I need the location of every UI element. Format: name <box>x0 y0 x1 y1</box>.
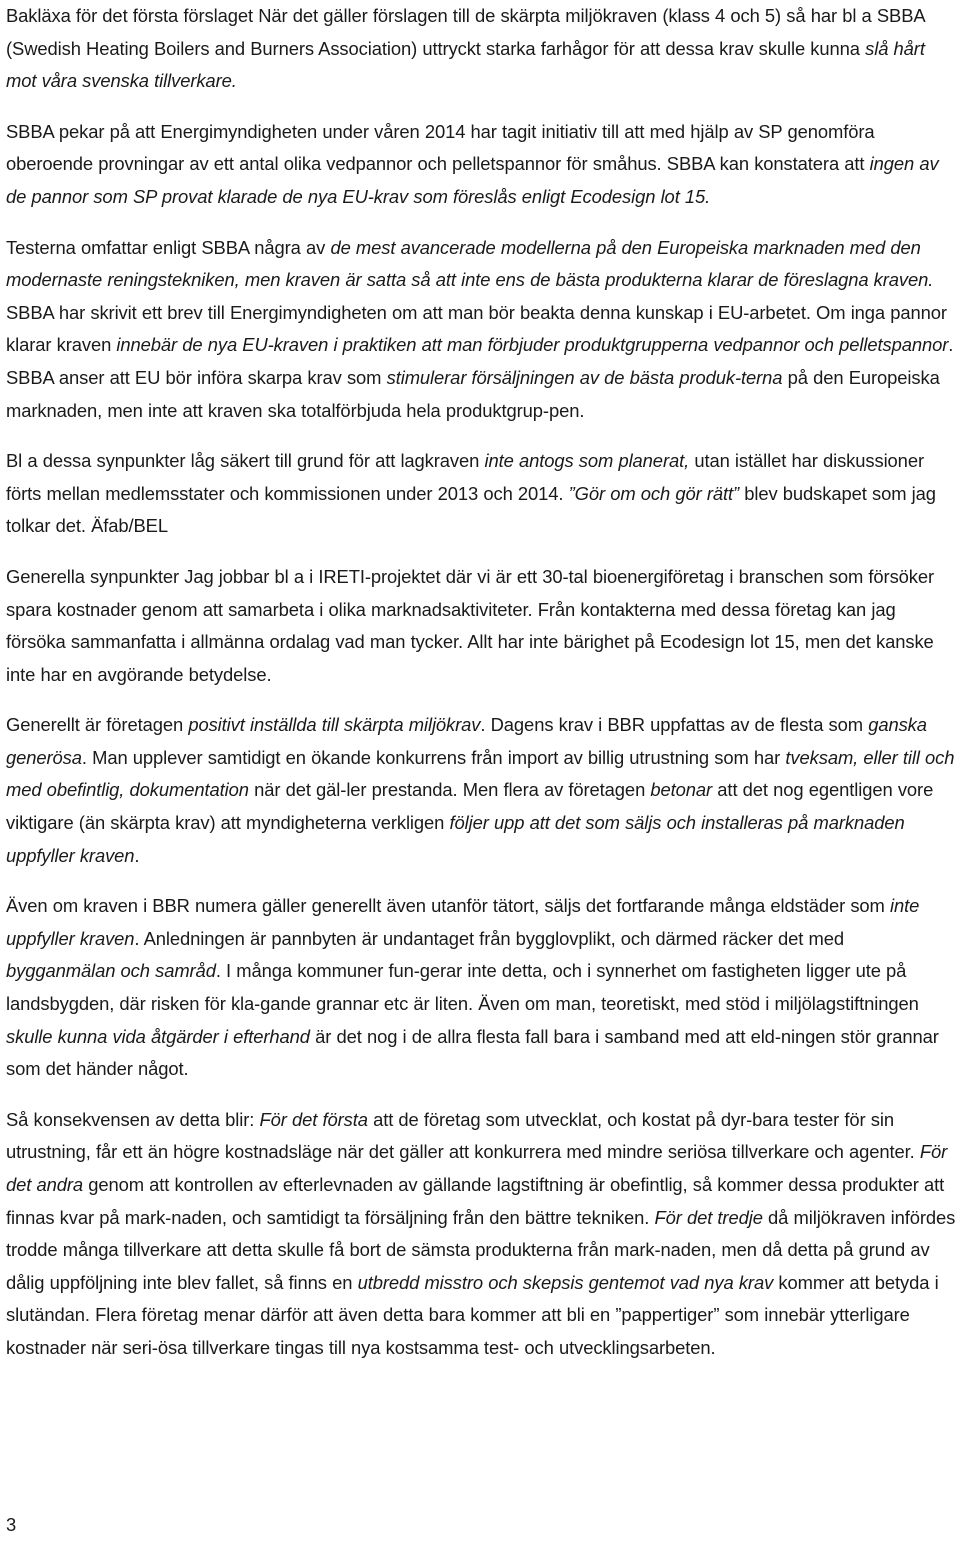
paragraph <box>6 561 956 691</box>
page-number: 3 <box>6 1514 17 1535</box>
italic-text-run: inte antogs som planerat, <box>484 450 690 472</box>
text-run: Bl a dessa synpunkter låg säkert till grund för att lagkraven <box>6 450 485 472</box>
text-run: blev budskapet som jag tolkar det. Äfab/BEL <box>6 482 936 537</box>
text-run: är det nog i de allra flesta fall bara i samband med att eld-ningen stör grannar som det händer något. <box>6 1025 939 1080</box>
italic-text-run: bygganmälan och samråd <box>6 960 216 982</box>
text-run: SBBA har skrivit ett brev till Energimyndigheten om att man bör beakta denna kunskap i EU-arbetet. Om inga pannor klarar kraven <box>6 301 947 356</box>
text-run: . <box>134 844 140 866</box>
paragraph <box>6 890 956 1086</box>
italic-text-run: ganska generösa <box>6 714 927 768</box>
paragraph <box>6 116 956 214</box>
italic-text-run: de mest avancerade modellerna på den Europeiska marknaden med den modernaste reningstekniken, men kraven är satta så att inte ens de bästa produkterna klarar de föreslagna kraven. <box>6 236 934 291</box>
text-run: Så konsekvensen av detta blir: <box>6 1108 260 1130</box>
text-run: Generella synpunkter Jag jobbar bl a i IRETI-projektet där vi är ett 30-tal bioenergiföretag i branschen som försöker spara kostnader genom att samarbeta i olika marknadsaktiviteter. Från kontakterna med dessa företag kan jag försöka sammanfatta i allmänna ordalag vad man tycker. Allt har inte bärighet på Ecodesign lot 15, men det kanske inte har en avgörande betydelse. <box>6 565 935 685</box>
text-run: när det gäl-ler prestanda. Men flera av företagen <box>248 779 651 801</box>
italic-text-run: tveksam, eller till och med obefintlig, dokumentation <box>6 746 955 801</box>
paragraph <box>6 709 956 872</box>
paragraph <box>6 1104 956 1365</box>
italic-text-run: För det tredje <box>654 1206 763 1228</box>
document-page <box>6 0 956 1383</box>
text-run: Generellt är företagen <box>6 714 189 736</box>
text-run: på den Europeiska marknaden, men inte att kraven ska totalförbjuda hela produktgrup-pen. <box>6 366 940 421</box>
italic-text-run: positivt inställda till skärpta miljökrav <box>188 714 481 736</box>
italic-text-run: skulle kunna vida åtgärder i efterhand <box>6 1025 310 1047</box>
italic-text-run: För det andra <box>6 1141 948 1195</box>
text-run: då miljökraven infördes trodde många tillverkare att detta skulle få bort de sämsta produkterna från mark-naden, men då detta på grund av dålig uppföljning inte blev fallet, så finns en <box>6 1206 956 1293</box>
italic-text-run: utbredd misstro och skepsis gentemot vad nya krav <box>357 1271 774 1293</box>
paragraph <box>6 445 956 543</box>
italic-text-run: ”Gör om och gör rätt” <box>568 482 740 504</box>
italic-text-run: innebär de nya EU-kraven i praktiken att man förbjuder produktgrupperna vedpannor och pelletspannor <box>116 334 949 356</box>
text-run: kommer att betyda i slutändan. Flera företag menar därför att även detta bara kommer att bli en ”pappertiger” som innebär ytterligare kostnader när seri-ösa tillverkare tingas till nya kostsamma test- och utvecklingsarbeten. <box>6 1271 939 1358</box>
text-run: . Anledningen är pannbyten är undantaget från bygglovplikt, och därmed räcker det med <box>134 927 844 949</box>
text-run: utan istället har diskussioner förts mellan medlemsstater och kommissionen under 2013 och 2014. <box>6 450 924 504</box>
text-run: Bakläxa för det första förslaget När det gäller förslagen till de skärpta miljökraven (klass 4 och 5) så har bl a SBBA (Swedish Heating Boilers and Burners Association) uttryckt starka farhågor för att dessa krav skulle kunna <box>6 5 925 59</box>
text-run: . SBBA anser att EU bör införa skarpa krav som <box>6 334 954 388</box>
text-run: att de företag som utvecklat, och kostat på dyr-bara tester för sin utrustning, får ett än högre kostnadsläge när det gäller att konkurrera med mindre seriösa tillverkare och agenter. <box>6 1108 920 1163</box>
italic-text-run: följer upp att det som säljs och installeras på marknaden uppfyller kraven <box>6 812 905 866</box>
text-run: att det nog egentligen vore viktigare (än skärpta krav) att myndigheterna verkligen <box>6 779 934 834</box>
paragraph <box>6 232 956 428</box>
text-run: . Man upplever samtidigt en ökande konkurrens från import av billig utrustning som har <box>81 746 786 768</box>
paragraph <box>6 0 956 98</box>
italic-text-run: För det första <box>259 1108 368 1130</box>
italic-text-run: slå hårt mot våra svenska tillverkare. <box>6 37 925 92</box>
text-run: Även om kraven i BBR numera gäller generellt även utanför tätort, säljs det fortfarande många eldstäder som <box>6 895 890 917</box>
italic-text-run: betonar <box>650 779 713 801</box>
text-run: . I många kommuner fun-gerar inte detta, och i synnerhet om fastigheten ligger ute på landsbygden, där risken för kla-gande grannar etc är liten. Även om man, teoretiskt, med stöd i miljölagstiftningen <box>6 960 919 1015</box>
italic-text-run: inte uppfyller kraven <box>6 895 920 949</box>
text-run: SBBA pekar på att Energimyndigheten under våren 2014 har tagit initiativ till att med hjälp av SP genomföra oberoende provningar av ett antal olika vedpannor och pelletspannor för småhus. SBBA kan konstatera att <box>6 120 875 175</box>
text-run: . Dagens krav i BBR uppfattas av de flesta som <box>480 714 869 736</box>
italic-text-run: stimulerar försäljningen av de bästa produk-terna <box>386 366 783 388</box>
italic-text-run: ingen av de pannor som SP provat klarade de nya EU-krav som föreslås enligt Ecodesign lot 15. <box>6 153 939 207</box>
text-run: Testerna omfattar enligt SBBA några av <box>6 236 331 258</box>
text-run: genom att kontrollen av efterlevnaden av gällande lagstiftning är obefintlig, så kommer dessa produkter att finnas kvar på mark-naden, och samtidigt ta försäljning från den bättre tekniken. <box>6 1174 945 1228</box>
